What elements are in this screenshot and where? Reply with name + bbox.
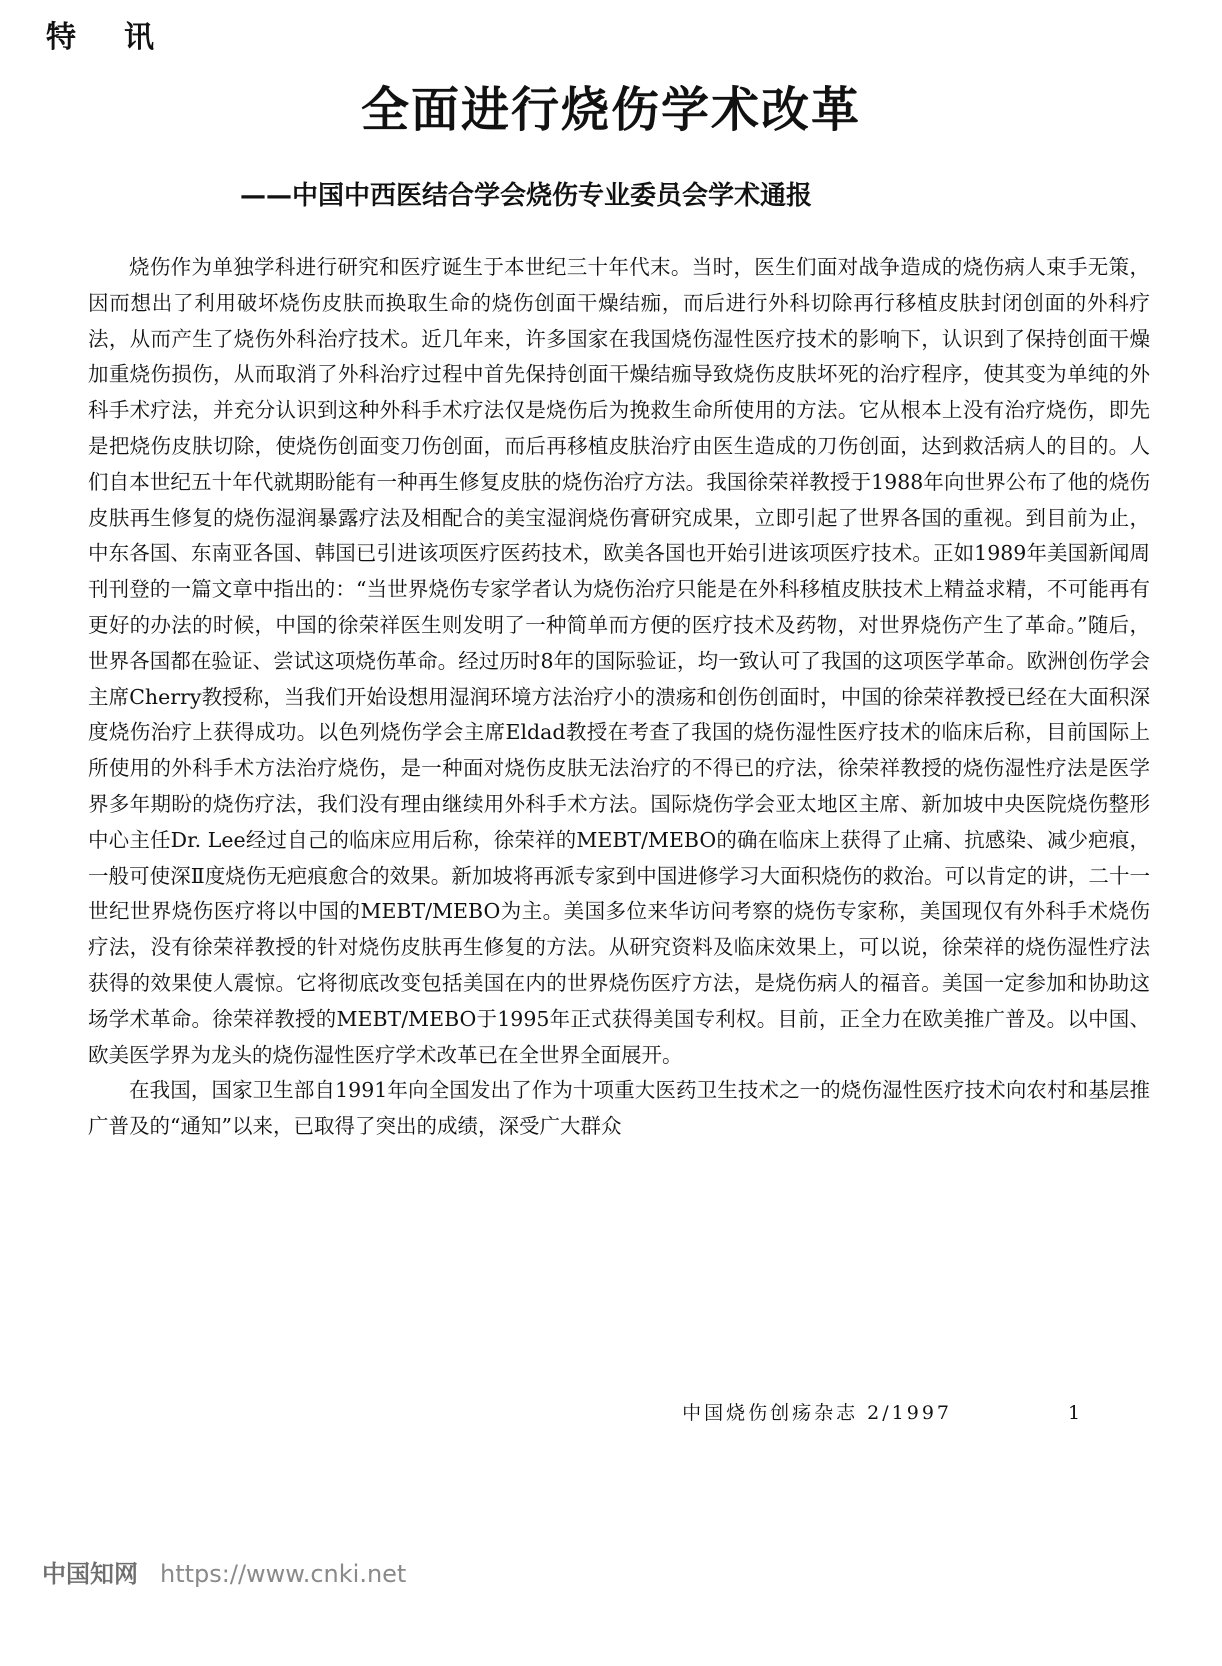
paragraph-2: 在我国，国家卫生部自1991年向全国发出了作为十项重大医药卫生技术之一的烧伤湿性医疗技术向农村和基层推广普及的“通知”以来，已取得了突出的成绩，深受广大群众 (88, 1078, 1150, 1139)
page-number: 1 (1068, 1402, 1081, 1424)
article-subtitle: ——中国中西医结合学会烧伤专业委员会学术通报 (240, 181, 813, 211)
article-body (88, 250, 1150, 1145)
cnki-logo: 中国知网 (42, 1560, 138, 1588)
article-title: 全面进行烧伤学术改革 (360, 82, 861, 138)
section-tag: 特讯 (46, 20, 202, 55)
paragraph-1: 烧伤作为单独学科进行研究和医疗诞生于本世纪三十年代末。当时，医生们面对战争造成的烧伤病人束手无策，因而想出了利用破坏烧伤皮肤而换取生命的烧伤创面干燥结痂，而后进行外科切除再行移植皮肤封闭创面的外科疗法，从而产生了烧伤外科治疗技术。近几年来，许多国家在我国烧伤湿性医疗技术的影响下，认识到了保持创面干燥加重烧伤损伤，从而取消了外科治疗过程中首先保持创面干燥结痂导致烧伤皮肤坏死的治疗程序，使其变为单纯的外科手术疗法，并充分认识到这种外科手术疗法仅是烧伤后为挽救生命所使用的方法。它从根本上没有治疗烧伤，即先是把烧伤皮肤切除，使烧伤创面变刀伤创面，而后再移植皮肤治疗由医生造成的刀伤创面，达到救活病人的目的。人们自本世纪五十年代就期盼能有一种再生修复皮肤的烧伤治疗方法。我国徐荣祥教授于1988年向世界公布了他的烧伤皮肤再生修复的烧伤湿润暴露疗法及相配合的美宝湿润烧伤膏研究成果，立即引起了世界各国的重视。到目前为止，中东各国、东南亚各国、韩国已引进该项医疗医药技术，欧美各国也开始引进该项医疗技术。正如1989年美国新闻周刊刊登的一篇文章中指出的：“当世界烧伤专家学者认为烧伤治疗只能是在外科移植皮肤技术上精益求精，不可能再有更好的办法的时候，中国的徐荣祥医生则发明了一种简单而方便的医疗技术及药物，对世界烧伤产生了革命。”随后，世界各国都在验证、尝试这项烧伤革命。经过历时8年的国际验证，均一致认可了我国的这项医学革命。欧洲创伤学会主席Cherry教授称，当我们开始设想用湿润环境方法治疗小的溃疡和创伤创面时，中国的徐荣祥教授已经在大面积深度烧伤治疗上获得成功。以色列烧伤学会主席Eldad教授在考查了我国的烧伤湿性医疗技术的临床后称，目前国际上所使用的外科手术方法治疗烧伤，是一种面对烧伤皮肤无法治疗的不得已的疗法，徐荣祥教授的烧伤湿性疗法是医学界多年期盼的烧伤疗法，我们没有理由继续用外科手术方法。国际烧伤学会亚太地区主席、新加坡中央医院烧伤整形中心主任Dr. Lee经过自己的临床应用后称，徐荣祥的MEBT/MEBO的确在临床上获得了止痛、抗感染、减少疤痕，一般可使深Ⅱ度烧伤无疤痕愈合的效果。新加坡将再派专家到中国进修学习大面积烧伤的救治。可以肯定的讲，二十一世纪世界烧伤医疗将以中国的MEBT/MEBO为主。美国多位来华访问考察的烧伤专家称，美国现仅有外科手术烧伤疗法，没有徐荣祥教授的针对烧伤皮肤再生修复的方法。从研究资料及临床效果上，可以说，徐荣祥的烧伤湿性疗法获得的效果使人震惊。它将彻底改变包括美国在内的世界烧伤医疗方法，是烧伤病人的福音。美国一定参加和协助这场学术革命。徐荣祥教授的MEBT/MEBO于1995年正式获得美国专利权。目前，正全力在欧美推广普及。以中国、欧美医学界为龙头的烧伤湿性医疗学术改革已在全世界全面展开。 (88, 255, 1150, 1067)
journal-footer: 中国烧伤创疡杂志 2/1997 (682, 1402, 952, 1424)
cnki-url: https://www.cnki.net (160, 1560, 407, 1588)
cnki-watermark (42, 1558, 406, 1590)
